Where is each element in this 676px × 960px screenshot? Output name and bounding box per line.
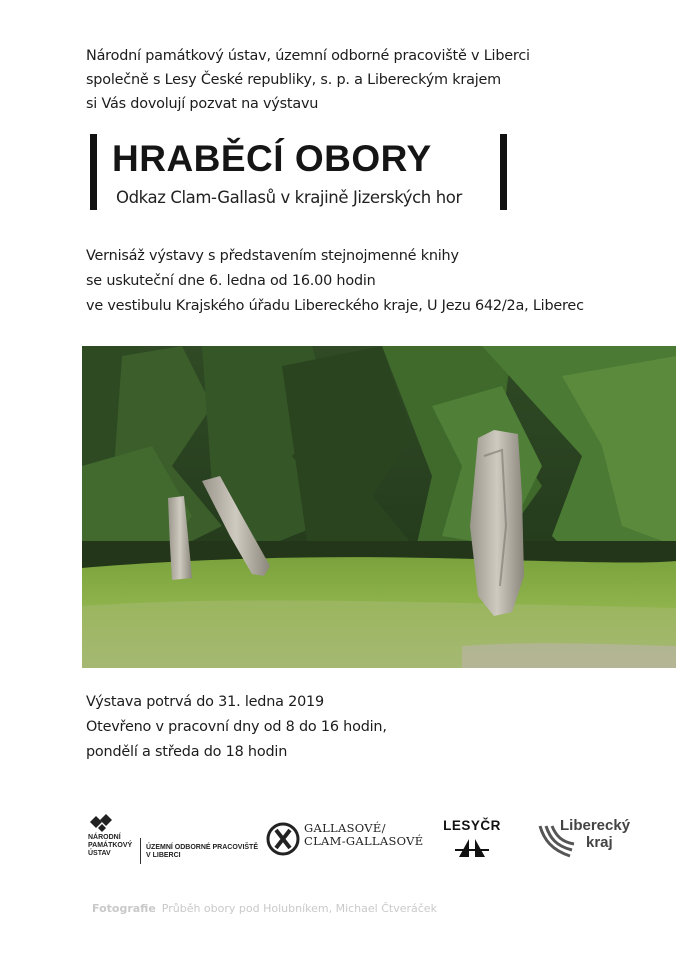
npu-divider: [140, 838, 141, 864]
title-bar-right: [500, 134, 507, 210]
exhibition-subtitle: Odkaz Clam-Gallasů v krajině Jizerských hor: [116, 188, 462, 207]
partner-logos: [0, 800, 676, 880]
info-text: [86, 690, 646, 765]
exhibition-title: HRABĚCÍ OBORY: [112, 138, 432, 179]
gallas-line-2: CLAM-GALLASOVÉ: [304, 834, 424, 848]
info-line-1: Výstava potrvá do 31. ledna 2019: [86, 694, 324, 710]
gallas-mark-icon: [266, 822, 300, 856]
liberecky-kraj-logo: [536, 818, 646, 862]
npu-line-1: NÁRODNÍ: [88, 834, 121, 841]
intro-line-3: si Vás dovolují pozvat na výstavu: [86, 96, 319, 112]
credit-text: Průběh obory pod Holubníkem, Michael Čtveráček: [161, 902, 437, 915]
npu-name: [88, 834, 132, 858]
vernisaz-line-2: se uskuteční dne 6. ledna od 16.00 hodin: [86, 273, 376, 289]
gallas-logo: [266, 820, 426, 860]
npu-department: [146, 844, 258, 860]
credit-label: Fotografie: [92, 902, 156, 915]
lesy-tree-icon: [455, 837, 489, 859]
info-line-2: Otevřeno v pracovní dny od 8 do 16 hodin,: [86, 719, 387, 735]
vernisaz-line-1: Vernisáž výstavy s představením stejnojmenné knihy: [86, 248, 459, 264]
npu-line-3: ÚSTAV: [88, 850, 111, 857]
exhibition-photo: [82, 346, 676, 668]
npu-mark-icon: [88, 814, 116, 834]
lesy-cr-logo: [440, 818, 504, 862]
vernisaz-text: [86, 244, 666, 319]
npu-line-2: PAMÁTKOVÝ: [88, 842, 133, 849]
photo-credit: [92, 902, 437, 915]
lesy-cr-name: LESYČR: [443, 818, 501, 833]
forest-stones-image: [82, 346, 676, 668]
npu-logo: [88, 814, 258, 864]
gallas-name: [304, 822, 423, 848]
title-bar-left: [90, 134, 97, 210]
info-line-3: pondělí a středa do 18 hodin: [86, 744, 288, 760]
liberecky-kraj-line-2: kraj: [586, 834, 613, 851]
gallas-line-1: GALLASOVÉ/: [304, 821, 386, 835]
intro-line-2: společně s Lesy České republiky, s. p. a Libereckým krajem: [86, 72, 501, 88]
npu-dept-line-1: ÚZEMNÍ ODBORNÉ PRACOVIŠTĚ: [146, 844, 259, 851]
liberecky-kraj-line-1: Liberecký: [560, 817, 631, 834]
intro-line-1: Národní památkový ústav, územní odborné pracoviště v Liberci: [86, 48, 530, 64]
intro-text: [86, 44, 646, 116]
vernisaz-line-3: ve vestibulu Krajského úřadu Libereckého kraje, U Jezu 642/2a, Liberec: [86, 298, 584, 314]
npu-dept-line-2: V LIBERCI: [146, 852, 181, 859]
